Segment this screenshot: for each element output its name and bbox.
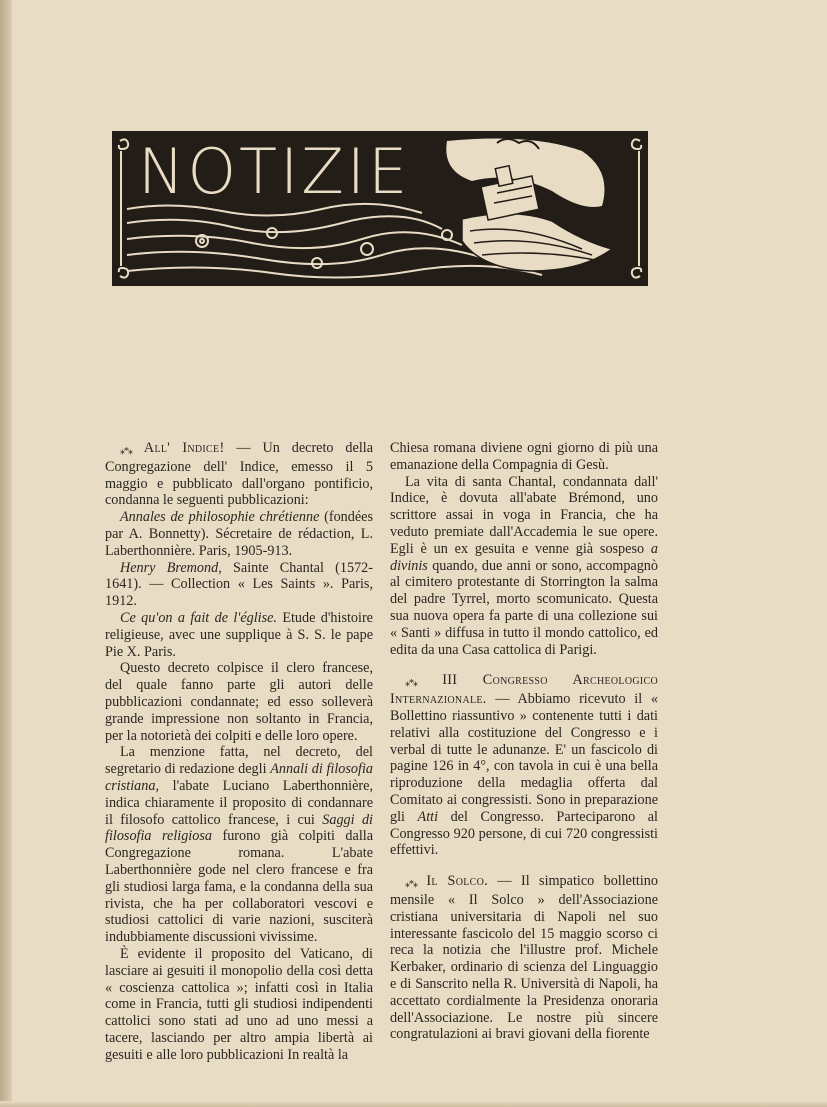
italic-title: Saggi di filosofia religiosa — [105, 811, 373, 845]
banner-title: NOTIZIE — [138, 135, 411, 208]
paragraph-text: — Il simpatico bollettino mensile « Il Solco » dell'Associazione cristiana universitaria di Napoli nel suo interessante fascicolo del 15 maggio scorso ci reca la notizia che l'illustre prof. Michele Kerbaker, ordinario di scienza del Linguaggio e di Sanscrito nella R. Università di Napoli, ha accettato cordialmente la Presidenza onoraria dell'Associazione. Le nostre più sincere congratulazioni ai bravi giovani della fiorente — [390, 873, 658, 1043]
asterism-icon: ⁎*⁎ — [120, 446, 132, 457]
paragraph-all-indice — [105, 440, 373, 509]
paragraph-e-evidente — [105, 946, 373, 1064]
section-heading: Il Solco. — [426, 873, 488, 890]
page-bottom-edge — [0, 1101, 827, 1107]
paragraph-text: l'abate Luciano Laberthonnière, indica chiaramente il proposito di condannare il filosofo cattolico francese, i cui — [105, 777, 373, 828]
italic-title: Henry Bremond, — [120, 559, 222, 576]
italic-title: Annales de philosophie chrétienne — [120, 509, 320, 526]
italic-title: Annali di filosofia cristiana, — [105, 761, 373, 794]
paragraph-congresso — [390, 672, 658, 859]
paragraph-text: Sainte Chantal (1572-1641). — Collection « Les Saints ». Paris, 1912. — [105, 559, 373, 610]
page-binding-edge — [0, 0, 12, 1107]
paragraph-text: del Congresso. Parteciparono al Congresso 920 persone, di cui 720 congressisti effettivi. — [390, 808, 659, 859]
italic-title: Atti — [417, 808, 439, 825]
paragraph-continuation — [390, 440, 658, 474]
section-heading: All' Indice! — [143, 440, 225, 456]
section-heading: III Congresso Archeologico Internazionale. — [390, 672, 658, 708]
paragraph-annales — [105, 509, 373, 559]
paragraph-text: Etude d'histoire religieuse, avec une supplique à S. S. le pape Pie X. Paris. — [105, 609, 373, 660]
paragraph-text: La vita di santa Chantal, condannata dall' Indice, è dovuta all'abate Brémond, uno scrittore assai in voga in Francia, che ha veduto premiate dall'Accademia le sue opere. Egli è un ex gesuita e venne già sospeso — [390, 473, 658, 557]
paragraph-text: furono già colpiti dalla Congregazione romana. L'abate Laberthonnière gode nel clero francese e fra gli studiosi larga fama, e la condanna della sua rivista, che ha per collaboratori vescovi e studiosi cattolici di varie nazioni, susciterà indubbiamente discussioni vivissime. — [105, 828, 373, 946]
paragraph-text: Questo decreto colpisce il clero francese, del quale fanno parte gli autori delle pubblicazioni condannate; ed esso solleverà grande impressione non soltanto in Francia, per la notorietà dei colpiti e delle loro opere. — [105, 660, 373, 744]
paragraph-text: — Abbiamo ricevuto il « Bollettino riassuntivo » contenente tutti i dati relativi alla costituzione del Congresso e i verbal di tutte le adunanze. E' un fascicolo di pagine 126 in 4°, con tavola in cui è una bella riproduzione della medaglia offerta dal Comitato ai congressisti. Sono in preparazione gli — [390, 691, 658, 825]
paragraph-text: — Un decreto della Congregazione dell' Indice, emesso il 5 maggio e pubblicato dall'organo pontificio, condanna le seguenti pubblicazioni: — [105, 440, 373, 509]
paragraph-text: (fondées par A. Bonnetty). Sécretaire de rédaction, L. Laberthonnière. Paris, 1905-913. — [105, 509, 373, 559]
paragraph-text: È evidente il proposito del Vaticano, di lasciare ai gesuiti il monopolio della così detta « coscienza cattolica »; infatti così in Italia come in Francia, tutti gli studiosi indipendenti cattolici sono stati ad uno ad uno messi a tacere, lasciando per altro ampia libertà ai gesuiti e alle loro pubblicazioni In realtà la — [105, 945, 373, 1063]
paragraph-ce-quon — [105, 610, 373, 660]
notizie-banner — [112, 131, 648, 286]
asterism-icon: ⁎*⁎ — [405, 678, 417, 690]
paragraph-text: La menzione fatta, nel decreto, del segretario di redazione degli — [105, 744, 373, 778]
right-column — [390, 440, 658, 1043]
paragraph-il-solco — [390, 873, 658, 1043]
left-column — [105, 440, 373, 1063]
paragraph-text: quando, due anni or sono, accompagnò al cimitero protestante di Storrington la salma del padre Tyrrel, morto scomunicato. Questa sua nuova opera fa parte di una collezione sui « Santi » diffusa in tutto il mondo cattolico, ed edita da una Casa cattolica di Parigi. — [390, 557, 658, 658]
paragraph-text: Chiesa romana diviene ogni giorno di più una emanazione della Compagnia di Gesù. — [390, 440, 658, 473]
paragraph-la-menzione — [105, 744, 373, 946]
paragraph-bremond — [105, 560, 373, 610]
italic-phrase: a divinis — [390, 540, 658, 574]
asterism-icon: ⁎*⁎ — [405, 879, 417, 891]
italic-title: Ce qu'on a fait de l'église. — [120, 609, 277, 626]
paragraph-questo-decreto — [105, 660, 373, 744]
paragraph-santa-chantal — [390, 474, 658, 659]
